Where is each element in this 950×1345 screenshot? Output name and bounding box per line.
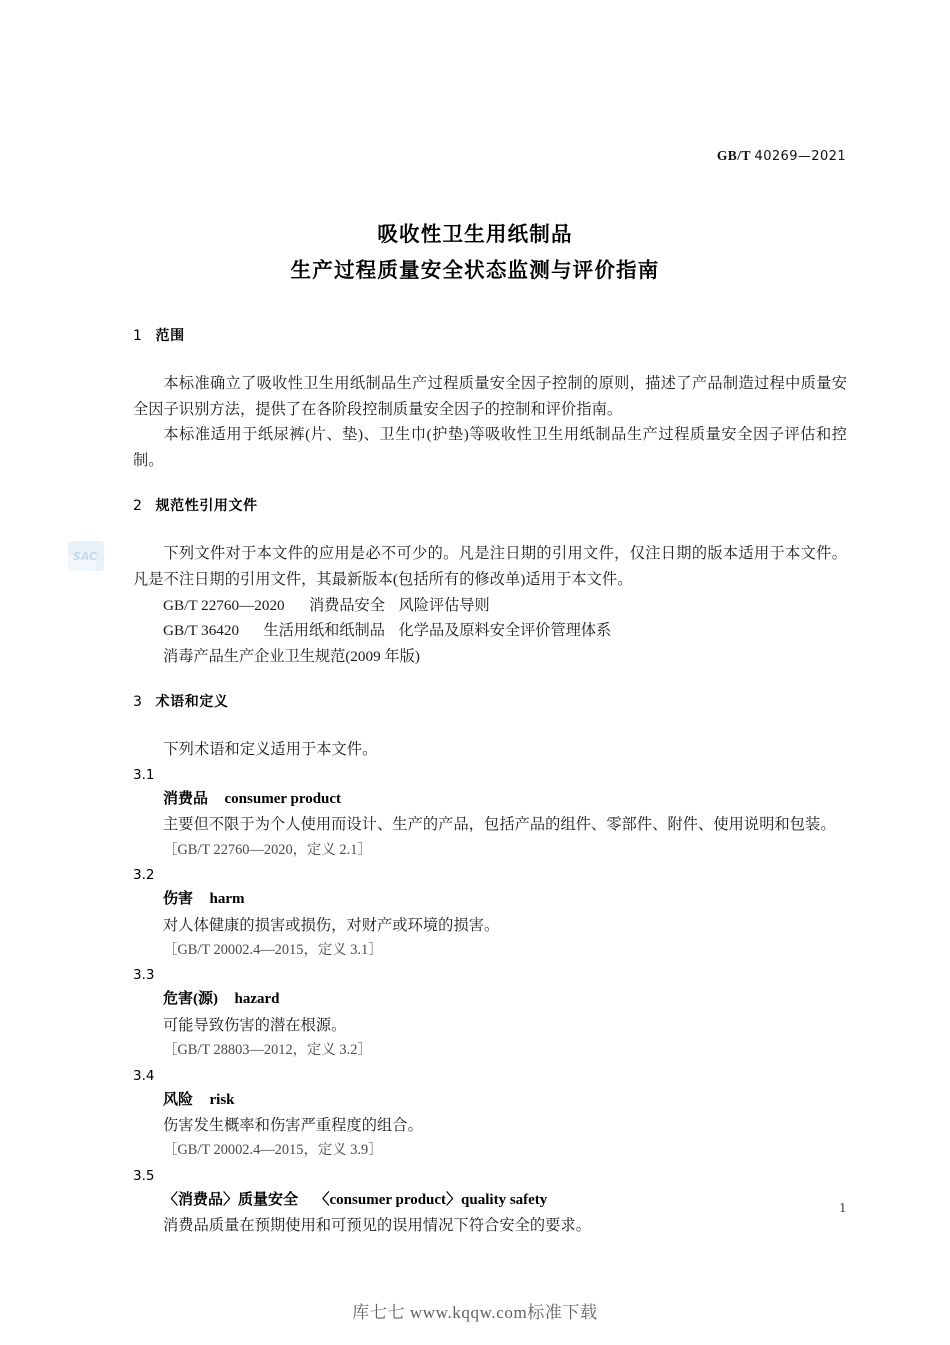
reference-title-a-2: 生活用纸和纸制品	[263, 622, 385, 640]
normative-reference-2	[133, 618, 847, 644]
reference-title-b-1: 风险评估导则	[398, 596, 490, 614]
standard-prefix: GB/T	[716, 148, 751, 163]
clause-3-paragraph-1: 下列术语和定义适用于本文件。	[163, 741, 378, 759]
title-line-2: 生产过程质量安全状态监测与评价指南	[290, 258, 660, 282]
term-number-3-2: 3.2	[133, 867, 155, 884]
reference-code-3: 消毒产品生产企业卫生规范(2009 年版)	[163, 647, 420, 665]
reference-title-b-2: 化学品及原料安全评价管理体系	[398, 622, 612, 640]
term-entry-3-5	[133, 1188, 847, 1239]
term-source-3-1: ［GB/T 22760—2020，定义 2.1］	[163, 841, 372, 858]
sac-watermark-icon	[66, 537, 106, 575]
standard-number: 40269—2021	[754, 149, 846, 164]
page-title	[0, 216, 950, 288]
reference-code-1: GB/T 22760—2020	[163, 596, 285, 614]
term-name-3-2	[163, 887, 847, 912]
term-number-3-3: 3.3	[133, 967, 155, 984]
term-entry-3-4	[133, 1088, 847, 1164]
term-definition-3-1: 主要但不限于为个人使用而设计、生产的产品，包括产品的组件、零部件、附件、使用说明和包装。	[163, 816, 836, 834]
reference-title-a-1: 消费品安全	[308, 596, 385, 614]
term-definition-3-2: 对人体健康的损害或损伤，对财产或环境的损害。	[163, 916, 500, 934]
clause-1-paragraph-2: 本标准适用于纸尿裤(片、垫)、卫生巾(护垫)等吸收性卫生用纸制品生产过程质量安全因子评估和控制。	[133, 426, 847, 469]
document-body	[133, 325, 847, 1239]
footer-watermark-text: 库七七 www.kqqw.com标准下载	[352, 1303, 598, 1322]
term-entry-3-2	[133, 887, 847, 963]
term-name-zh-3-5: 〈消费品〉质量安全	[163, 1191, 299, 1208]
term-entry-3-3	[133, 987, 847, 1063]
term-definition-3-4: 伤害发生概率和伤害严重程度的组合。	[163, 1117, 423, 1134]
clause-title-3: 术语和定义	[155, 694, 229, 711]
term-name-3-3	[163, 987, 847, 1012]
clause-heading-3	[133, 691, 847, 711]
clause-heading-2	[133, 495, 847, 515]
term-name-zh-3-4: 风险	[163, 1091, 194, 1108]
svg-text:SAC: SAC	[72, 550, 98, 563]
term-name-3-1	[163, 787, 847, 812]
term-source-3-2: ［GB/T 20002.4—2015，定义 3.1］	[163, 941, 383, 958]
reference-code-2: GB/T 36420	[163, 622, 240, 640]
term-source-3-4: ［GB/T 20002.4—2015，定义 3.9］	[163, 1142, 383, 1159]
clause-title-1: 范围	[155, 328, 185, 344]
term-number-3-1: 3.1	[133, 766, 155, 783]
clause-heading-1	[133, 325, 847, 345]
term-name-en-3-2: harm	[209, 891, 245, 908]
normative-reference-1	[133, 593, 847, 619]
term-definition-3-3: 可能导致伤害的潜在根源。	[163, 1016, 347, 1034]
term-entry-3-1	[133, 787, 847, 863]
title-line-1: 吸收性卫生用纸制品	[377, 222, 573, 246]
term-name-en-3-3: hazard	[234, 991, 280, 1008]
clause-2-paragraph-1: 下列文件对于本文件的应用是必不可少的。凡是注日期的引用文件，仅注日期的版本适用于本文件。凡是不注日期的引用文件，其最新版本(包括所有的修改单)适用于本文件。	[133, 545, 847, 588]
term-number-3-4: 3.4	[133, 1067, 155, 1084]
term-number-3-5: 3.5	[133, 1167, 155, 1184]
term-name-en-3-1: consumer product	[224, 790, 342, 807]
normative-reference-3	[133, 644, 847, 670]
term-name-zh-3-2: 伤害	[163, 891, 194, 908]
page-number: 1	[839, 1200, 846, 1215]
term-definition-3-5: 消费品质量在预期使用和可预见的误用情况下符合安全的要求。	[163, 1217, 592, 1235]
term-name-3-4	[163, 1088, 847, 1113]
clause-number-3: 3	[133, 694, 143, 711]
term-name-3-5	[163, 1188, 847, 1213]
term-name-en-3-4: risk	[209, 1091, 235, 1108]
term-name-zh-3-3: 危害(源)	[163, 991, 218, 1008]
clause-title-2: 规范性引用文件	[155, 498, 258, 515]
term-name-en-3-5: 〈consumer product〉quality safety	[314, 1191, 548, 1208]
clause-number-1: 1	[133, 328, 143, 344]
clause-number-2: 2	[133, 498, 143, 515]
clause-1-paragraph-1: 本标准确立了吸收性卫生用纸制品生产过程质量安全因子控制的原则，描述了产品制造过程中质量安全因子识别方法，提供了在各阶段控制质量安全因子的控制和评价指南。	[133, 375, 847, 418]
term-source-3-3: ［GB/T 28803—2012，定义 3.2］	[163, 1042, 372, 1059]
term-name-zh-3-1: 消费品	[163, 790, 209, 807]
running-header	[717, 148, 846, 164]
